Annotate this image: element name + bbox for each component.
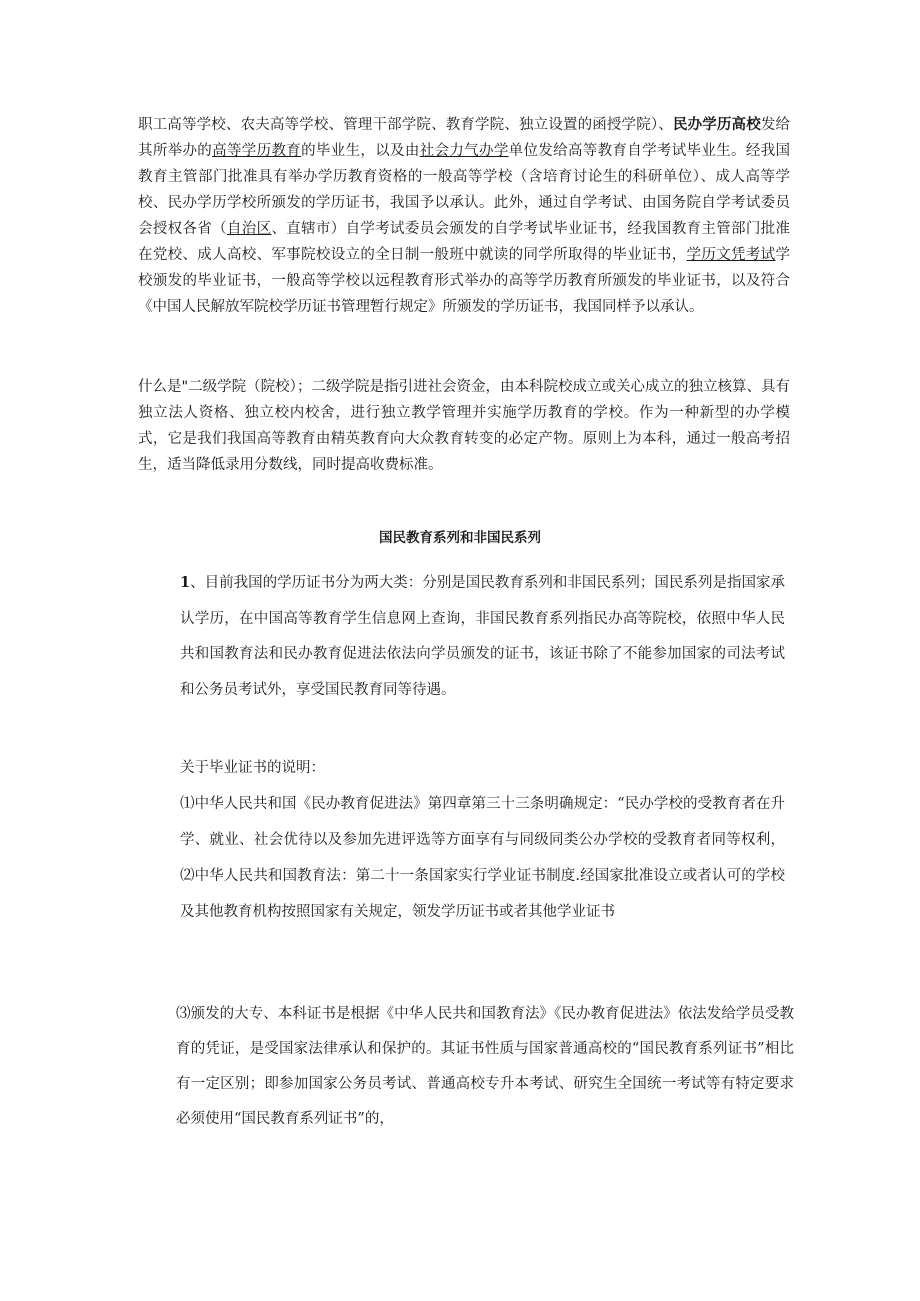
text-span: 的毕业生，以及由 — [301, 143, 420, 159]
paragraph-legal-basis: ⑴中华人民共和国《民办教育促进法》第四章第三十三条明确规定：“民办学校的受教育者在升学、就业、社会优待以及参加先进评选等方面享有与同级同类公办学校的受教育者同等权利，⑵中华人民共和国教育法：第二十一条国家实行学业证书制度.经国家批准设立或者认可的学校及其他教育机构按照国家有关规定，领发学历证书或者其他学业证书 — [180, 796, 785, 920]
text-span: 单位发给高等教育自学考试毕业生。经我国教育主管部门批准具有举办学历教育资格的一般高等学校（含培育讨论生的科研单位）、成人高等学校、民办学历学校所颁发的学历证书，我国予以承认。此外，通过自学考试、由国务院自学考试委员会授权各省（ — [138, 143, 791, 237]
item-number: 1 — [180, 574, 191, 591]
bold-term-private-colleges: 民办学历高校 — [672, 117, 761, 133]
paragraph-certificate-note-title: 关于毕业证书的说明： — [180, 760, 325, 776]
text-span: 职工高等学校、农夫高等学校、管理干部学院、教育学院、独立设置的函授学院）、 — [138, 117, 673, 133]
paragraph-certificate-categories — [180, 565, 785, 708]
text-span: 学校颁发的毕业证书，一般高等学校以远程教育形式举办的高等学历教育所颁发的毕业证书，以及符合《中国人民解放军院校学历证书管理暂行规定》所颁发的学历证书，我国同样予以承认。 — [138, 247, 790, 315]
link-diploma-exam[interactable]: 学历文凭考试 — [686, 247, 776, 263]
paragraph-certificate-validity: ⑶颁发的大专、本科证书是根据《中华人民共和国教育法》《民办教育促进法》依法发给学员受教育的凭证，是受国家法律承认和保护的。其证书性质与国家普通高校的“国民教育系列证书”相比有一定区别；即参加国家公务员考试、普通高校专升本考试、研究生全国统一考试等有特定要求必须使用“国民教育系列证书”的， — [176, 1006, 794, 1127]
link-autonomous-region[interactable]: 自治区 — [226, 221, 272, 237]
text-span: 、直辖市）自学考试委员会颁发的自学考试毕业证书，经我国教育主管部门批准在党校、成人高校、军事院校设立的全日制一般班中就读的同学所取得的毕业证书， — [138, 221, 791, 263]
link-higher-education[interactable]: 高等学历教育 — [212, 143, 302, 159]
text-span: 、目前我国的学历证书分为两大类：分别是国民教育系列和非国民系列；国民系列是指国家承认学历，在中国高等教育学生信息网上查询，非国民教育系列指民办高等院校，依照中华人民共和国教育法和民办教育促进法依法向学员颁发的证书，该证书除了不能参加国家的司法考试和公务员考试外，享受国民教育同等待遇。 — [180, 575, 785, 698]
section-heading: 国民教育系列和非国民系列 — [379, 530, 541, 546]
paragraph-recognized-certificates — [138, 112, 790, 320]
link-social-schooling[interactable]: 社会力气办学 — [419, 143, 509, 159]
paragraph-secondary-college: 什么是"二级学院（院校）；二级学院是指引进社会资金，由本科院校成立或关心成立的独立核算、具有独立法人资格、独立校内校舍，进行独立教学管理并实施学历教育的学校。作为一种新型的办学模式，它是我们我国高等教育由精英教育向大众教育转变的必定产物。原则上为本科，通过一般高考招生，适当降低录用分数线，同时提高收费标准。 — [138, 379, 790, 473]
text-span: 发给其所举办的 — [138, 117, 791, 159]
